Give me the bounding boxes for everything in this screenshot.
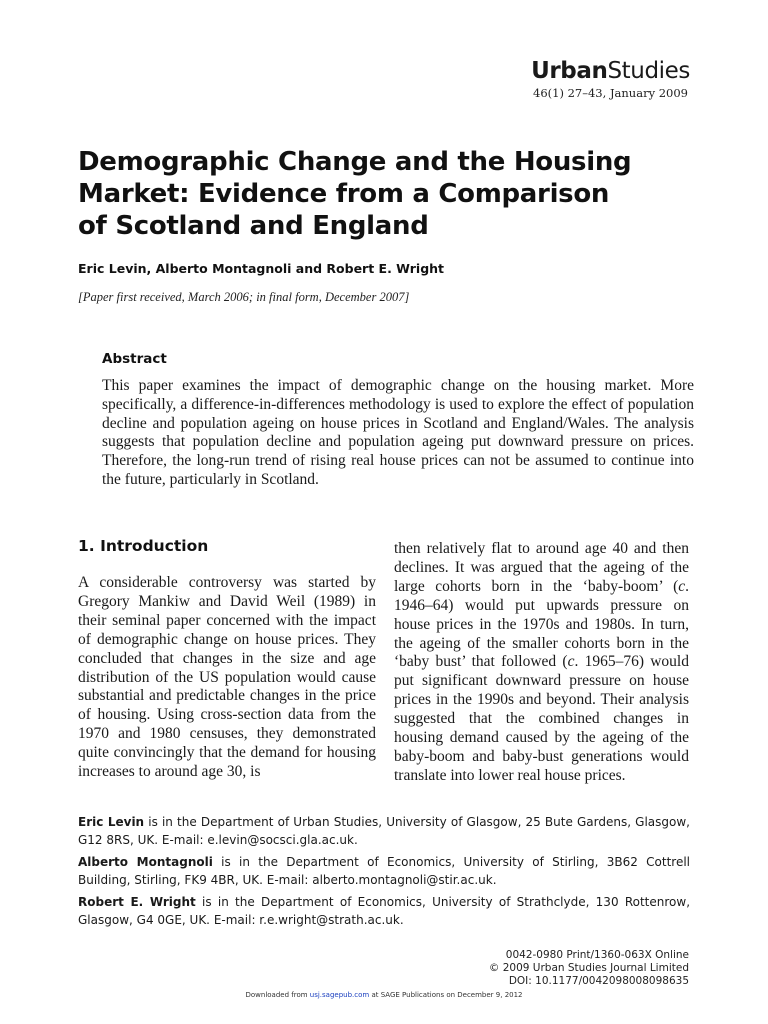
- circa-abbreviation: c: [567, 653, 575, 671]
- issn-line: 0042-0980 Print/1360-063X Online: [505, 949, 689, 961]
- affiliation-entry: [78, 854, 690, 889]
- affiliation-author-name: Alberto Montagnoli: [78, 855, 213, 869]
- journal-name-bold: Urban: [531, 58, 608, 84]
- abstract-heading: Abstract: [102, 351, 167, 367]
- affiliation-text: is in the Department of Economics, University of Stirling, 3B62 Cottrell Building, Stirling, FK9 4BR, UK. E-mail: alberto.montagnoli@stir.ac.uk.: [78, 855, 690, 887]
- publication-identifiers: [489, 949, 689, 988]
- affiliation-text: is in the Department of Economics, University of Strathclyde, 130 Rottenrow, Glasgow, G4 0GE, UK. E-mail: r.e.wright@strath.ac.uk.: [78, 895, 691, 927]
- download-notice: [0, 991, 768, 999]
- circa-abbreviation: c: [678, 577, 686, 595]
- title-line: of Scotland and England: [78, 211, 429, 241]
- introduction-right-column: [394, 540, 689, 786]
- journal-logo: [531, 58, 690, 84]
- download-source-link[interactable]: usj.sagepub.com: [309, 991, 370, 999]
- download-prefix: Downloaded from: [245, 991, 310, 999]
- affiliation-entry: [78, 814, 690, 849]
- affiliation-entry: [78, 894, 690, 929]
- received-dates: [Paper first received, March 2006; in final form, December 2007]: [78, 290, 410, 304]
- section-heading-introduction: 1. Introduction: [78, 537, 209, 555]
- download-suffix: at SAGE Publications on December 9, 2012: [369, 991, 523, 999]
- title-line: Demographic Change and the Housing: [78, 147, 632, 177]
- introduction-left-column: A considerable controversy was started by Gregory Mankiw and David Weil (1989) in their seminal paper concerned with the impact of demographic change on house prices. They concluded that changes in the size and age distribution of the US population would cause substantial and predictable changes in the price of housing. Using cross-section data from the 1970 and 1980 censuses, they demonstrated quite convincingly that the demand for housing increases to around age 30, is: [78, 574, 376, 781]
- paragraph-text: . 1946–64) would put upwards pressure on house prices in the 1970s and 1980s. In turn, the ageing of the smaller cohorts born in the ‘baby bust’ that followed (: [394, 577, 689, 671]
- journal-name-regular: Studies: [607, 58, 690, 84]
- abstract-text: This paper examines the impact of demographic change on the housing market. More specifically, a difference-in-differences methodology is used to explore the effect of population decline and population ageing on house prices in Scotland and England/Wales. The analysis suggests that population decline and population ageing put downward pressure on prices. Therefore, the long-run trend of rising real house prices can not be assumed to continue into the future, particularly in Scotland.: [102, 377, 694, 488]
- affiliation-author-name: Robert E. Wright: [78, 895, 196, 909]
- paragraph-text: . 1965–76) would put significant downward pressure on house prices in the 1990s and beyond. Their analysis suggested that the combined changes in housing demand caused by the ageing of the baby-boom and baby-bust generations would translate into lower real house prices.: [394, 653, 689, 784]
- paper-title: [78, 146, 658, 242]
- journal-citation: 46(1) 27–43, January 2009: [533, 86, 688, 100]
- affiliation-author-name: Eric Levin: [78, 815, 145, 829]
- paragraph-text: then relatively flat to around age 40 and then declines. It was argued that the ageing of the large cohorts born in the ‘baby-boom’ (: [394, 540, 689, 595]
- copyright-line: © 2009 Urban Studies Journal Limited: [488, 962, 689, 974]
- author-list: Eric Levin, Alberto Montagnoli and Robert E. Wright: [78, 261, 445, 276]
- author-affiliations: [78, 814, 690, 934]
- title-line: Market: Evidence from a Comparison: [78, 179, 610, 209]
- doi-line: DOI: 10.1177/0042098008098635: [508, 975, 689, 987]
- affiliation-text: is in the Department of Urban Studies, University of Glasgow, 25 Bute Gardens, Glasgow, G12 8RS, UK. E-mail: e.levin@socsci.gla.ac.uk.: [78, 815, 690, 847]
